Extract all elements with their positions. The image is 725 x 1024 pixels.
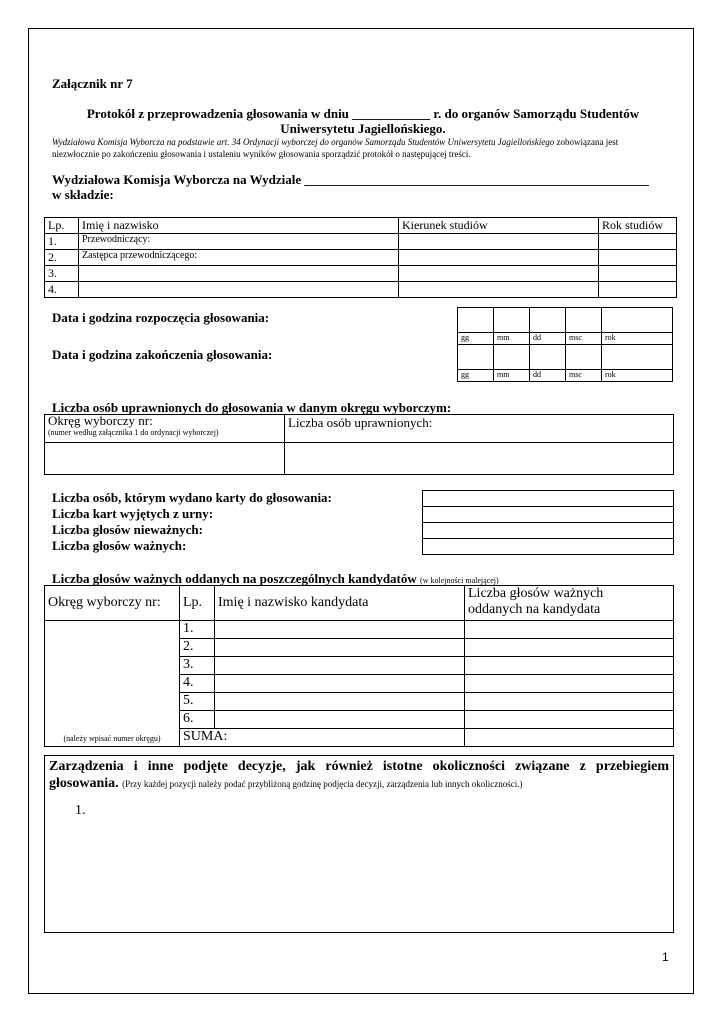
member-name[interactable]: [79, 266, 399, 282]
eligible-table: [44, 414, 674, 475]
counts-table: [422, 490, 674, 555]
start-date-label: Data i godzina rozpoczęcia głosowania:: [52, 310, 270, 325]
cand-lp: 2.: [180, 639, 215, 657]
table-row: [45, 234, 677, 250]
district-number-input[interactable]: [45, 443, 285, 475]
date-col-gg: gg: [458, 333, 494, 345]
count-input-cards-issued[interactable]: [423, 491, 674, 507]
count-label-invalid: Liczba głosów nieważnych:: [52, 522, 203, 537]
cand-name[interactable]: [215, 711, 465, 729]
members-table: [44, 217, 677, 298]
date-col-msc: msc: [566, 333, 602, 345]
member-name[interactable]: [79, 282, 399, 298]
cand-header-lp: Lp.: [180, 586, 215, 621]
member-field[interactable]: [399, 250, 599, 266]
eligible-count-label: Liczba osób uprawnionych:: [285, 415, 674, 443]
date-col-mm: mm: [494, 333, 530, 345]
cand-name[interactable]: [215, 639, 465, 657]
count-input-invalid[interactable]: [423, 523, 674, 539]
cand-votes[interactable]: [465, 693, 674, 711]
cand-name[interactable]: [215, 621, 465, 639]
date-col-dd: dd: [530, 333, 566, 345]
members-header-year: Rok studiów: [599, 218, 677, 234]
document-title: [52, 106, 674, 136]
cand-votes[interactable]: [465, 657, 674, 675]
candidates-heading-text: Liczba głosów ważnych oddanych na poszczególnych kandydatów: [52, 571, 417, 586]
sum-label: SUMA:: [180, 729, 465, 747]
member-name[interactable]: Zastępca przewodniczącego:: [79, 250, 399, 266]
member-name[interactable]: Przewodniczący:: [79, 234, 399, 250]
cand-lp: 1.: [180, 621, 215, 639]
start-date-grid[interactable]: [457, 307, 673, 382]
cand-header-votes-line1: Liczba głosów ważnych: [468, 586, 604, 601]
cand-header-district: Okręg wyborczy nr:: [45, 586, 180, 621]
count-label-valid: Liczba głosów ważnych:: [52, 538, 187, 553]
cand-name[interactable]: [215, 675, 465, 693]
members-header-name: Imię i nazwisko: [79, 218, 399, 234]
count-input-valid[interactable]: [423, 539, 674, 555]
member-field[interactable]: [399, 234, 599, 250]
date-col-rok: rok: [602, 333, 673, 345]
candidates-heading-note: (w kolejności malejącej): [420, 576, 499, 585]
members-header-lp: Lp.: [45, 218, 79, 234]
cand-name[interactable]: [215, 693, 465, 711]
decisions-title-2: głosowania.: [49, 776, 119, 791]
attachment-label: Załącznik nr 7: [52, 76, 133, 91]
cand-lp: 6.: [180, 711, 215, 729]
member-lp: 3.: [45, 266, 79, 282]
cand-votes[interactable]: [465, 711, 674, 729]
member-year[interactable]: [599, 266, 677, 282]
commission-line: Wydziałowa Komisja Wyborcza na Wydziale _____________________________________________________: [52, 172, 649, 187]
date-col-mm: mm: [494, 370, 530, 382]
member-lp: 1.: [45, 234, 79, 250]
title-line-2: Uniwersytetu Jagiellońskiego.: [280, 121, 446, 136]
cand-lp: 5.: [180, 693, 215, 711]
decisions-title: Zarządzenia i inne podjęte decyzje, jak również istotne okoliczności związane z przebiegiem: [49, 759, 669, 774]
cand-votes[interactable]: [465, 639, 674, 657]
count-input-cards-urn[interactable]: [423, 507, 674, 523]
member-year[interactable]: [599, 234, 677, 250]
end-date-label: Data i godzina zakończenia głosowania:: [52, 347, 273, 362]
district-fill-note: (należy wpisać numer okręgu): [63, 734, 161, 743]
date-col-gg: gg: [458, 370, 494, 382]
date-col-dd: dd: [530, 370, 566, 382]
sum-input[interactable]: [465, 729, 674, 747]
decisions-item-1: 1.: [75, 803, 86, 818]
table-row: [45, 250, 677, 266]
cand-name[interactable]: [215, 657, 465, 675]
table-row: [45, 282, 677, 298]
commission-line-2: w składzie:: [52, 187, 114, 202]
intro-rest-2: niezwłocznie po zakończeniu głosowania i ustaleniu wyników głosowania sporządzić protokół o następującej treści.: [52, 149, 471, 159]
count-label-cards-issued: Liczba osób, którym wydano karty do głosowania:: [52, 490, 332, 505]
member-field[interactable]: [399, 266, 599, 282]
decisions-note: (Przy każdej pozycji należy podać przybliżoną godzinę podjęcia decyzji, zarządzenia lub innych okoliczności.): [122, 779, 523, 789]
candidates-table: [44, 585, 674, 747]
intro-text: [52, 136, 677, 160]
district-note: (numer według załącznika 1 do ordynacji wyborczej): [48, 428, 219, 437]
member-year[interactable]: [599, 250, 677, 266]
date-col-rok: rok: [602, 370, 673, 382]
page-number: 1: [662, 950, 669, 964]
table-row: [45, 266, 677, 282]
eligible-heading: Liczba osób uprawnionych do głosowania w danym okręgu wyborczym:: [52, 400, 452, 415]
count-label-cards-urn: Liczba kart wyjętych z urny:: [52, 506, 214, 521]
members-header-field: Kierunek studiów: [399, 218, 599, 234]
table-row: [45, 621, 674, 639]
member-field[interactable]: [399, 282, 599, 298]
title-line-1: Protokół z przeprowadzenia głosowania w dniu ____________ r. do organów Samorządu Studentów: [86, 106, 640, 121]
member-lp: 4.: [45, 282, 79, 298]
member-year[interactable]: [599, 282, 677, 298]
cand-votes[interactable]: [465, 675, 674, 693]
counts-labels: [52, 490, 332, 554]
decisions-box[interactable]: [44, 755, 674, 933]
intro-rest-1: zobowiązana jest: [554, 137, 619, 147]
district-label: Okręg wyborczy nr:: [48, 413, 153, 428]
intro-italic: Wydziałowa Komisja Wyborcza na podstawie art. 34 Ordynacji wyborczej do organów Samorządu Studentów Uniwersytetu Jagiellońskiego: [52, 137, 555, 147]
cand-district-input[interactable]: [45, 621, 180, 747]
eligible-count-input[interactable]: [285, 443, 674, 475]
cand-header-name: Imię i nazwisko kandydata: [215, 586, 465, 621]
cand-header-votes: [465, 586, 674, 621]
date-col-msc: msc: [566, 370, 602, 382]
cand-header-votes-line2: oddanych na kandydata: [468, 602, 601, 617]
cand-votes[interactable]: [465, 621, 674, 639]
commission-heading: [52, 172, 649, 202]
cand-lp: 3.: [180, 657, 215, 675]
member-lp: 2.: [45, 250, 79, 266]
cand-lp: 4.: [180, 675, 215, 693]
